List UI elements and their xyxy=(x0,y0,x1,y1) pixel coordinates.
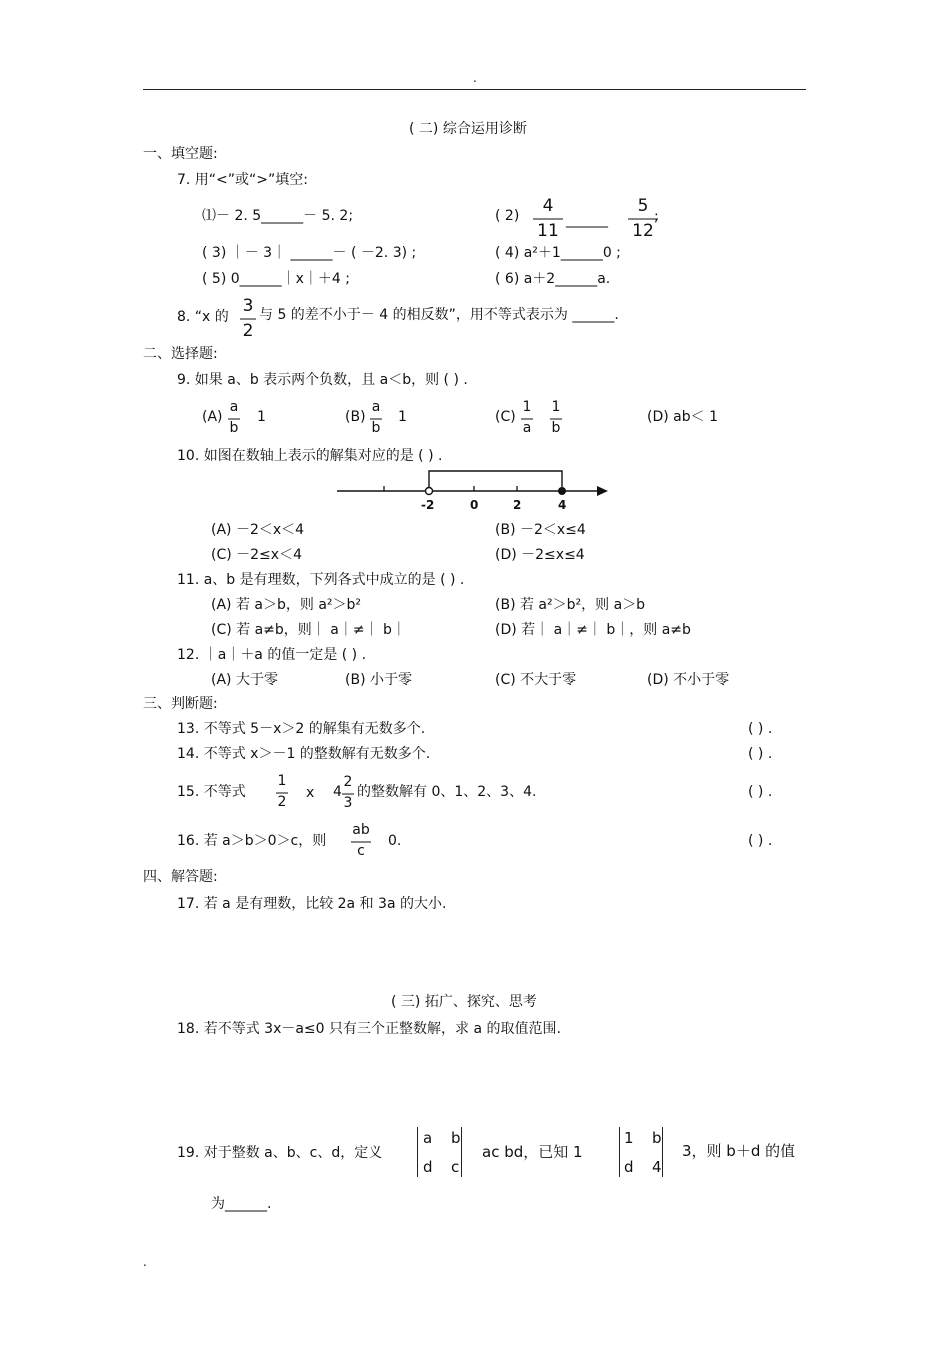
part4-heading: 四、解答题: xyxy=(143,869,218,885)
q9-stem: 9. 如果 a、b 表示两个负数，且 a＜b，则 ( ) . xyxy=(177,372,468,388)
q15-stem-start: 15. 不等式 xyxy=(177,784,246,800)
q10-option-b: (B) －2＜x≤4 xyxy=(495,522,586,538)
numerator: 5 xyxy=(637,196,649,216)
q9-option-b-fraction-bar xyxy=(370,418,382,420)
q7-item-2-blank: ______ xyxy=(566,212,608,228)
tick-label: -2 xyxy=(421,498,435,512)
header-dot: . xyxy=(473,71,477,85)
determinant-2-left-bar xyxy=(619,1127,620,1177)
q15-stem-end: 的整数解有 0、1、2、3、4. xyxy=(357,784,537,800)
determinant-1-entry: c xyxy=(451,1158,460,1176)
q18-stem: 18. 若不等式 3x－a≤0 只有三个正整数解，求 a 的取值范围. xyxy=(177,1021,561,1037)
tick-label: 0 xyxy=(470,498,479,512)
closed-endpoint xyxy=(558,487,566,495)
q11-option-d: (D) 若｜ a｜≠｜ b｜，则 a≠b xyxy=(495,622,691,638)
q10-stem: 10. 如图在数轴上表示的解集对应的是 ( ) . xyxy=(177,448,443,464)
numerator: 2 xyxy=(343,774,353,790)
numerator: 1 xyxy=(522,399,532,415)
numerator: a xyxy=(371,399,381,415)
numerator: 1 xyxy=(277,773,287,789)
q7-item-5: ( 5) 0______｜x｜＋4 ; xyxy=(202,271,350,287)
q19-stem-end: 3，则 b＋d 的值 xyxy=(682,1142,796,1160)
q16-answer-parens: ( ) . xyxy=(748,833,773,849)
q12-stem: 12. ｜a｜＋a 的值一定是 ( ) . xyxy=(177,647,367,663)
denominator: b xyxy=(551,420,561,436)
determinant-1-entry: b xyxy=(451,1129,461,1147)
q14-answer-parens: ( ) . xyxy=(748,746,773,762)
q17-stem: 17. 若 a 是有理数，比较 2a 和 3a 的大小. xyxy=(177,896,447,912)
determinant-2-entry: b xyxy=(652,1129,662,1147)
q7-item-2-fraction-bar-left xyxy=(533,218,563,220)
q9-option-d: (D) ab＜ 1 xyxy=(647,409,718,425)
q9-option-a-label: (A) xyxy=(202,409,223,425)
q11-option-c: (C) 若 a≠b，则｜ a｜≠｜ b｜ xyxy=(211,622,406,638)
determinant-2-right-bar xyxy=(662,1127,663,1177)
q7-stem: 7. 用“<”或“>”填空: xyxy=(177,172,308,188)
q7-item-2-label: ( 2) xyxy=(495,208,520,224)
q8-fraction-bar xyxy=(240,318,256,320)
denominator: 11 xyxy=(537,221,559,241)
denominator: 2 xyxy=(277,794,287,810)
q16-stem-end: 0. xyxy=(388,833,402,849)
q12-option-d: (D) 不小于零 xyxy=(647,672,730,688)
tick-label: 4 xyxy=(558,498,567,512)
q11-option-b: (B) 若 a²＞b²，则 a＞b xyxy=(495,597,646,613)
q7-item-2-semicolon: ; xyxy=(654,209,659,225)
numerator: 1 xyxy=(551,399,561,415)
q13-stem: 13. 不等式 5－x＞2 的解集有无数多个. xyxy=(177,721,426,737)
q12-option-a: (A) 大于零 xyxy=(211,672,278,688)
header-rule xyxy=(143,89,806,90)
numerator: a xyxy=(229,399,239,415)
determinant-2-entry: 4 xyxy=(652,1158,662,1176)
q10-option-a: (A) －2＜x＜4 xyxy=(211,522,305,538)
denominator: a xyxy=(522,420,532,436)
q9-option-b-label: (B) xyxy=(345,409,366,425)
q9-option-a-tail: 1 xyxy=(257,409,266,425)
denominator: 3 xyxy=(343,795,353,811)
q7-item-4: ( 4) a²＋1______0 ; xyxy=(495,245,621,261)
q15-fraction-1-bar xyxy=(276,792,288,794)
q15-whole-number: 4 xyxy=(333,784,342,800)
q19-stem-start: 19. 对于整数 a、b、c、d，定义 xyxy=(177,1145,383,1161)
determinant-1-entry: d xyxy=(423,1158,433,1176)
denominator: 2 xyxy=(242,321,254,341)
q7-item-3: ( 3) ｜－ 3｜ ______－ ( －2. 3) ; xyxy=(202,245,417,261)
q11-stem: 11. a、b 是有理数，下列各式中成立的是 ( ) . xyxy=(177,572,465,588)
q15-answer-parens: ( ) . xyxy=(748,784,773,800)
tick-label: 2 xyxy=(513,498,522,512)
determinant-1-right-bar xyxy=(461,1127,462,1177)
part3-heading: 三、判断题: xyxy=(143,696,218,712)
q19-stem-line-2: 为______. xyxy=(211,1196,272,1212)
q7-item-6: ( 6) a＋2______a. xyxy=(495,271,611,287)
q9-option-c-fraction-1-bar xyxy=(521,418,533,420)
determinant-1-entry: a xyxy=(423,1129,433,1147)
numerator: 3 xyxy=(242,296,254,316)
part1-heading: 一、填空题: xyxy=(143,146,218,162)
arrow-head-icon xyxy=(597,486,608,496)
section-title: ( 三) 拓广、探究、思考 xyxy=(391,994,537,1010)
part2-heading: 二、选择题: xyxy=(143,346,218,362)
denominator: 12 xyxy=(632,221,654,241)
q15-variable: x xyxy=(306,785,315,801)
determinant-2-entry: 1 xyxy=(624,1129,634,1147)
q9-option-c-label: (C) xyxy=(495,409,516,425)
determinant-1-left-bar xyxy=(417,1127,418,1177)
q16-stem-start: 16. 若 a＞b＞0＞c，则 xyxy=(177,833,327,849)
q9-option-c-fraction-2-bar xyxy=(550,418,562,420)
numerator: 4 xyxy=(542,196,554,216)
denominator: b xyxy=(229,420,239,436)
numerator: ab xyxy=(352,822,370,838)
denominator: b xyxy=(371,420,381,436)
q19-formula: ac bd，已知 1 xyxy=(482,1143,583,1161)
section-title: ( 二) 综合运用诊断 xyxy=(409,121,527,137)
q14-stem: 14. 不等式 x＞－1 的整数解有无数多个. xyxy=(177,746,431,762)
q10-option-c: (C) －2≤x＜4 xyxy=(211,547,302,563)
q13-answer-parens: ( ) . xyxy=(748,721,773,737)
q16-fraction-bar xyxy=(351,841,371,843)
q12-option-c: (C) 不大于零 xyxy=(495,672,577,688)
solution-bracket xyxy=(429,471,562,487)
q9-option-a-fraction-bar xyxy=(228,418,240,420)
q8-stem-start: 8. “x 的 xyxy=(177,309,229,325)
q8-stem-end: 与 5 的差不小于－ 4 的相反数”，用不等式表示为 ______. xyxy=(259,307,619,323)
determinant-2-entry: d xyxy=(624,1158,634,1176)
q7-item-1: ⑴－ 2. 5______－ 5. 2; xyxy=(202,208,354,224)
open-endpoint xyxy=(426,488,433,495)
q11-option-a: (A) 若 a＞b，则 a²＞b² xyxy=(211,597,362,613)
denominator: c xyxy=(357,843,365,859)
q12-option-b: (B) 小于零 xyxy=(345,672,412,688)
q15-fraction-2-bar xyxy=(342,793,354,795)
q9-option-b-tail: 1 xyxy=(398,409,407,425)
footer-dot: . xyxy=(143,1255,147,1269)
q10-option-d: (D) －2≤x≤4 xyxy=(495,547,585,563)
